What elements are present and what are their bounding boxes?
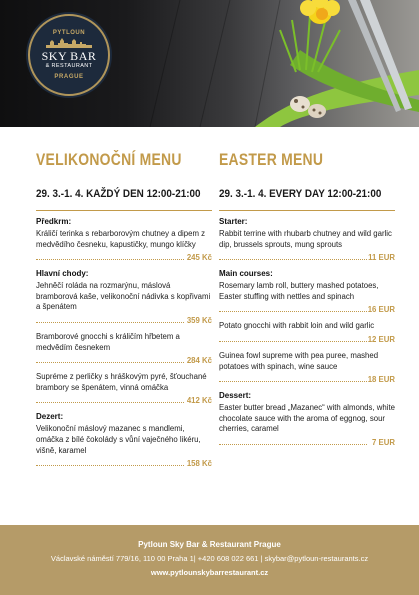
- english-mains-section: [219, 269, 395, 385]
- footer: [0, 525, 419, 595]
- dish-description: Potato gnocchi with rabbit loin and wild garlic: [219, 321, 375, 331]
- dish-price: 284 Kč: [186, 356, 212, 366]
- menu-item: [36, 229, 212, 263]
- dish-price: 16 EUR: [367, 305, 395, 315]
- footer-contact[interactable]: Václavské náměstí 779/16, 110 00 Praha 1| +420 608 022 661 | skybar@pytloun-restaurants.cz: [50, 554, 369, 563]
- menu-item: [36, 424, 212, 469]
- dish-description: Easter butter bread „Mazanec“ with almonds, white chocolate sauce with the aroma of eggnog, sour cherries, caramel: [219, 403, 395, 434]
- restaurant-logo[interactable]: [28, 14, 110, 96]
- czech-menu-date: 29. 3.-1. 4. KAŽDÝ DEN 12:00-21:00: [36, 188, 201, 200]
- divider: [219, 210, 395, 211]
- footer-restaurant-name: Pytloun Sky Bar & Restaurant Prague: [138, 540, 281, 549]
- divider: [36, 210, 212, 211]
- english-menu-date: 29. 3.-1. 4. EVERY DAY 12:00-21:00: [219, 188, 382, 200]
- english-dessert-section: [219, 391, 395, 448]
- logo-subtitle: & RESTAURANT: [45, 63, 93, 69]
- menu-item: [219, 229, 395, 263]
- footer-website-link[interactable]: www.pytlounskybarrestaurant.cz: [150, 568, 269, 577]
- hero-photo: [0, 0, 419, 127]
- logo-name: SKY BAR: [41, 49, 97, 63]
- section-label: Předkrm:: [36, 217, 72, 226]
- dish-description: Rabbit terrine with rhubarb chutney and wild garlic dip, brussels sprouts, mung sprouts: [219, 229, 392, 249]
- czech-mains-section: [36, 269, 212, 406]
- menu-item: [219, 281, 395, 315]
- section-label: Starter:: [219, 217, 248, 226]
- logo-city: PRAGUE: [54, 74, 84, 80]
- dish-description: Velikonoční máslový mazanec s mandlemi, omáčka z bílé čokolády s vůní vaječného likéru, višně, karamel: [36, 424, 201, 455]
- section-label: Hlavní chody:: [36, 269, 89, 279]
- section-label: Dessert:: [219, 391, 252, 401]
- daffodil-flower: [300, 0, 340, 24]
- czech-menu-column: [36, 150, 212, 475]
- menu-item: [219, 321, 395, 345]
- dish-description: Jehněčí roláda na rozmarýnu, máslová bramborová kaše, velikonoční nádivka s kopřivami a špenátem: [36, 281, 211, 312]
- dish-description: Rosemary lamb roll, buttery mashed potatoes, Easter stuffing with nettles and spinach: [219, 281, 379, 301]
- section-label: Dezert:: [36, 412, 64, 422]
- english-starter-section: [219, 217, 395, 263]
- prague-skyline-icon: [46, 38, 92, 48]
- menu-item: [36, 332, 212, 366]
- menu-item: [36, 281, 212, 326]
- czech-starter-section: [36, 217, 212, 263]
- menu-item: [219, 403, 395, 448]
- czech-menu-title: VELIKONOČNÍ MENU: [36, 150, 182, 169]
- english-menu-title: EASTER MENU: [219, 150, 324, 169]
- dish-description: Guinea fowl supreme with pea puree, mashed potatoes with spinach, wine sauce: [219, 350, 379, 371]
- dish-price: 245 Kč: [186, 253, 212, 263]
- dish-price: 7 EUR: [372, 437, 395, 447]
- dish-price: 158 Kč: [186, 459, 212, 469]
- dish-description: Bramborové gnocchi s králičím hřbetem a medvědím česnekem: [36, 331, 180, 352]
- english-menu-column: [219, 150, 395, 454]
- section-label: Main courses:: [219, 269, 273, 279]
- dish-price: 18 EUR: [367, 375, 395, 385]
- czech-dessert-section: [36, 412, 212, 469]
- menu-item: [219, 351, 395, 385]
- dish-description: Králičí terinka s rebarborovým chutney a dipem z medvědího česneku, kapustičky, mungo klíčky: [36, 229, 206, 249]
- dish-price: 12 EUR: [367, 334, 395, 344]
- dish-description: Supréme z perličky s hráškovým pyré, šťouchané brambory se špenátem, vinná omáčka: [36, 372, 207, 392]
- dish-price: 359 Kč: [186, 315, 212, 325]
- dish-price: 11 EUR: [368, 253, 395, 263]
- logo-top-text: PYTLOUN: [52, 30, 86, 36]
- menu-item: [36, 372, 212, 406]
- dish-price: 412 Kč: [186, 396, 212, 406]
